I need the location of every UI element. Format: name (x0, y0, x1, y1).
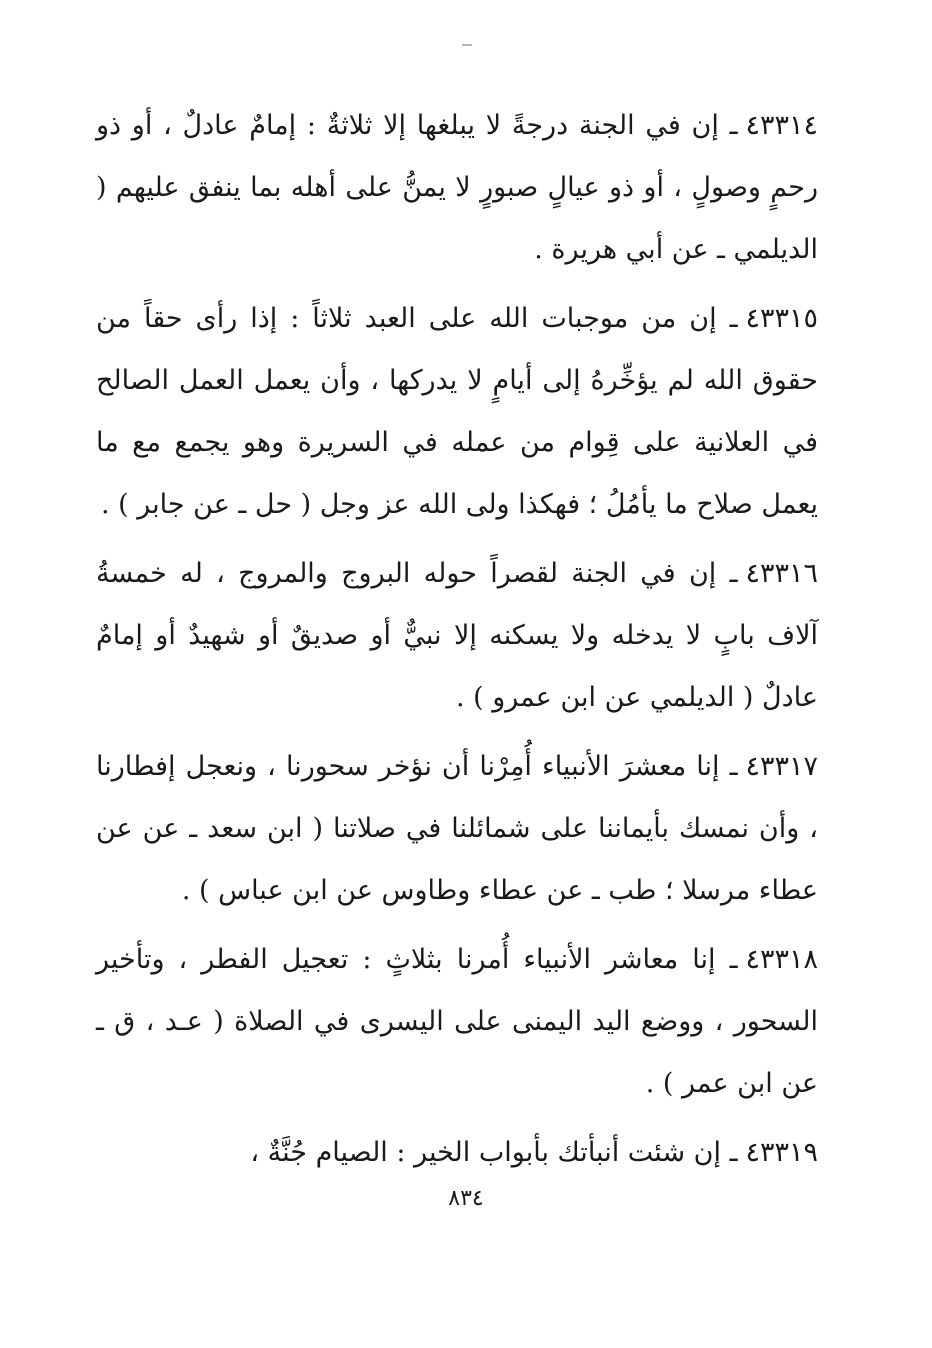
hadith-text: ـ إنا معشرَ الأنبياء أُمِرْنا أن نؤخر سحورنا ، ونعجل إفطارنا ، وأن نمسك بأيماننا على شمائلنا في صلاتنا ( ابن سعد ـ عن عن عطاء مرسلا ؛ طب ـ عن عطاء وطاوس عن ابن عباس ) . (96, 751, 818, 906)
hadith-entry (96, 1122, 818, 1184)
hadith-text: ـ إن في الجنة درجةً لا يبلغها إلا ثلاثةٌ : إمامٌ عادلٌ ، أو ذو رحمٍ وصولٍ ، أو ذو عيالٍ صبورٍ لا يمنُّ على أهله بما ينفق عليهم ( الديلمي ـ عن أبي هريرة . (96, 110, 818, 265)
hadith-number: ٤٣٣١٤ (745, 110, 818, 141)
hadith-number: ٤٣٣١٩ (745, 1137, 818, 1168)
hadith-number: ٤٣٣١٥ (745, 303, 818, 334)
hadith-text: ـ إن من موجبات الله على العبد ثلاثاً : إذا رأى حقاً من حقوق الله لم يؤخِّرهُ إلى أيامٍ لا يدركها ، وأن يعمل العمل الصالح في العلانية على قِوام من عمله في السريرة وهو يجمع مع ما يعمل صلاح ما يأمُلُ ؛ فهكذا ولى الله عز وجل ( حل ـ عن جابر ) . (96, 303, 818, 520)
hadith-text: ـ إن شئت أنبأتك بأبواب الخير : الصيام جُنَّةٌ ، (250, 1137, 738, 1168)
page-number: ٨٣٤ (448, 1186, 484, 1211)
hadith-number: ٤٣٣١٧ (745, 751, 818, 782)
page-top-mark (462, 44, 472, 46)
hadith-entry (96, 736, 818, 922)
hadith-entry (96, 543, 818, 729)
hadith-entry (96, 929, 818, 1115)
hadith-number: ٤٣٣١٦ (745, 558, 818, 589)
hadith-text: ـ إنا معاشر الأنبياء أُمرنا بثلاثٍ : تعجيل الفطر ، وتأخير السحور ، ووضع اليد اليمنى على اليسرى في الصلاة ( عـد ، ق ـ عن ابن عمر ) . (96, 944, 818, 1099)
hadith-text: ـ إن في الجنة لقصراً حوله البروج والمروج ، له خمسةُ آلاف بابٍ لا يدخله ولا يسكنه إلا نبيٌّ أو صديقٌ أو شهيدٌ أو إمامٌ عادلٌ ( الديلمي عن ابن عمرو ) . (96, 558, 818, 713)
page-body (96, 95, 818, 1191)
hadith-entry (96, 288, 818, 536)
hadith-number: ٤٣٣١٨ (745, 944, 818, 975)
hadith-entry (96, 95, 818, 281)
